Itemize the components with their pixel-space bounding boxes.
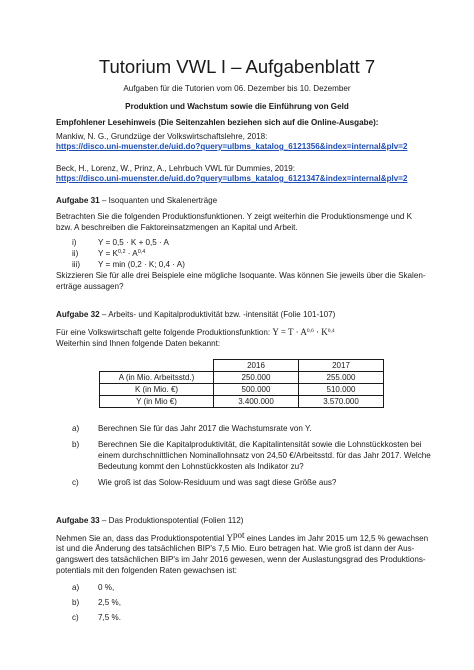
task31-item-1-num: i)	[72, 238, 77, 247]
table-header-cell: 2016	[214, 360, 299, 372]
task33-option-b-num: b)	[72, 598, 80, 607]
table-row	[100, 396, 384, 408]
table-cell: 3.570.000	[299, 396, 384, 408]
table-cell: 3.400.000	[214, 396, 299, 408]
task31-outro-line-2: erträge aussagen?	[56, 282, 124, 291]
data-table	[99, 359, 384, 408]
reading-link-2[interactable]: https://disco.uni-muenster.de/uid.do?query=ulbms_katalog_6121347&index=internal&plv=2	[56, 174, 408, 183]
task32-label: Aufgabe 32	[56, 310, 100, 319]
task31-label: Aufgabe 31	[56, 196, 100, 205]
task31-intro-line-2: bzw. A beschreiben die Faktoreinsatzmengen an Kapital und Arbeit.	[56, 223, 298, 232]
task33-heading	[56, 516, 243, 527]
task32-qb-num: b)	[72, 440, 80, 449]
reading-link-1[interactable]: https://disco.uni-muenster.de/uid.do?query=ulbms_katalog_6121356&index=internal&plv=2	[56, 142, 408, 151]
reading-ref-2: Beck, H., Lorenz, W., Prinz, A., Lehrbuch VWL für Dummies, 2019:	[56, 164, 296, 173]
task31-item-2-num: ii)	[72, 249, 79, 258]
task32-question-a: Berechnen Sie für das Jahr 2017 die Wachstumsrate von Y.	[98, 424, 312, 433]
task33-title: – Das Produktionspotential (Folien 112)	[99, 516, 244, 525]
task33-option-a: 0 %,	[98, 583, 115, 592]
table-row	[100, 372, 384, 384]
reading-heading: Empfohlener Lesehinweis (Die Seitenzahlen beziehen sich auf die Online-Ausgabe):	[56, 118, 379, 127]
task33-option-a-num: a)	[72, 583, 80, 592]
task33-option-c: 7,5 %.	[98, 613, 121, 622]
table-cell: Y (in Mio €)	[100, 396, 214, 408]
task32-question-b-line-1: Berechnen Sie die Kapitalproduktivität, die Kapitalintensität sowie die Lohnstückkosten bei	[98, 440, 422, 449]
task33-option-b: 2,5 %,	[98, 598, 121, 607]
table-cell: 255.000	[299, 372, 384, 384]
task31-outro-line-1: Skizzieren Sie für alle drei Beispiele eine mögliche Isoquante. Was können Sie jeweils über die Skalen-	[56, 271, 426, 280]
task31-item-2: Y = K$^{0,2}$ · A$^{0,4}$	[98, 249, 146, 258]
task33-option-c-num: c)	[72, 613, 79, 622]
task33-label: Aufgabe 33	[56, 516, 100, 525]
table-cell: 510.000	[299, 384, 384, 396]
task32-qc-num: c)	[72, 478, 79, 487]
production-formula: Y = T · A$^{0,6}$ · K$^{0,4}$	[272, 327, 335, 337]
task32-title: – Arbeits- und Kapitalproduktivität bzw. -intensität (Folie 101-107)	[99, 310, 336, 319]
task32-heading	[56, 310, 335, 321]
task32-qa-num: a)	[72, 424, 80, 433]
task31-intro-line-1: Betrachten Sie die folgenden Produktionsfunktionen. Y zeigt weiterhin die Produktionsmenge und K	[56, 212, 413, 221]
task32-question-b-line-2: einem durchschnittlichen Nominallohnsatz von 24,50 €/Arbeitsstd. für das Jahr 2017. Welche	[98, 451, 431, 460]
task33-para-line-3: gangswert des tatsächlichen BIP's im Jahr 2016 gewesen, wenn der Auslastungsgrad des Produktions-	[56, 555, 426, 564]
task33-para-line-4: potentials mit den folgenden Raten gewachsen ist:	[56, 566, 237, 575]
table-cell: 250.000	[214, 372, 299, 384]
table-cell: K (in Mio. €)	[100, 384, 214, 396]
table-cell: 500.000	[214, 384, 299, 396]
table-header-row	[100, 360, 384, 372]
task32-question-c: Wie groß ist das Solow-Residuum und was sagt diese Größe aus?	[98, 478, 337, 487]
task31-item-3-num: iii)	[72, 260, 81, 269]
topic-heading: Produktion und Wachstum sowie die Einführung von Geld	[125, 102, 349, 111]
task33-para-line-1: Nehmen Sie an, dass das Produktionspotential $Y^{pot}$ eines Landes im Jahr 2015 um 12,5 % gewachsen	[56, 530, 429, 543]
task33-para-line-2: ist und die Änderung des tatsächlichen BIP's 7,5 Mio. Euro betragen hat. Wie groß ist dann der Aus-	[56, 544, 415, 553]
page-title: Tutorium VWL I – Aufgabenblatt 7	[98, 56, 376, 77]
task32-intro-line-2: Weiterhin sind Ihnen folgende Daten bekannt:	[56, 339, 221, 348]
table-row	[100, 384, 384, 396]
table-cell: A (in Mio. Arbeitsstd.)	[100, 372, 214, 384]
reading-ref-1: Mankiw, N. G., Grundzüge der Volkswirtschaftslehre, 2018:	[56, 132, 268, 141]
task31-title: – Isoquanten und Skalenerträge	[99, 196, 218, 205]
task31-item-3: Y = min (0,2 · K; 0,4 · A)	[98, 260, 185, 269]
table-header-cell: 2017	[299, 360, 384, 372]
table-header-cell	[100, 360, 214, 372]
page-subtitle: Aufgaben für die Tutorien vom 06. Dezember bis 10. Dezember	[123, 84, 351, 93]
task31-heading	[56, 196, 217, 207]
task32-intro-line-1: Für eine Volkswirtschaft gelte folgende Produktionsfunktion: Y = T · A$^{0,6}$ · K$^{0,4}$	[56, 327, 335, 337]
task31-item-1: Y = 0,5 · K + 0,5 · A	[98, 238, 169, 247]
task32-question-b-line-3: Bedeutung kommt den Lohnstückkosten als Indikator zu?	[98, 462, 304, 471]
